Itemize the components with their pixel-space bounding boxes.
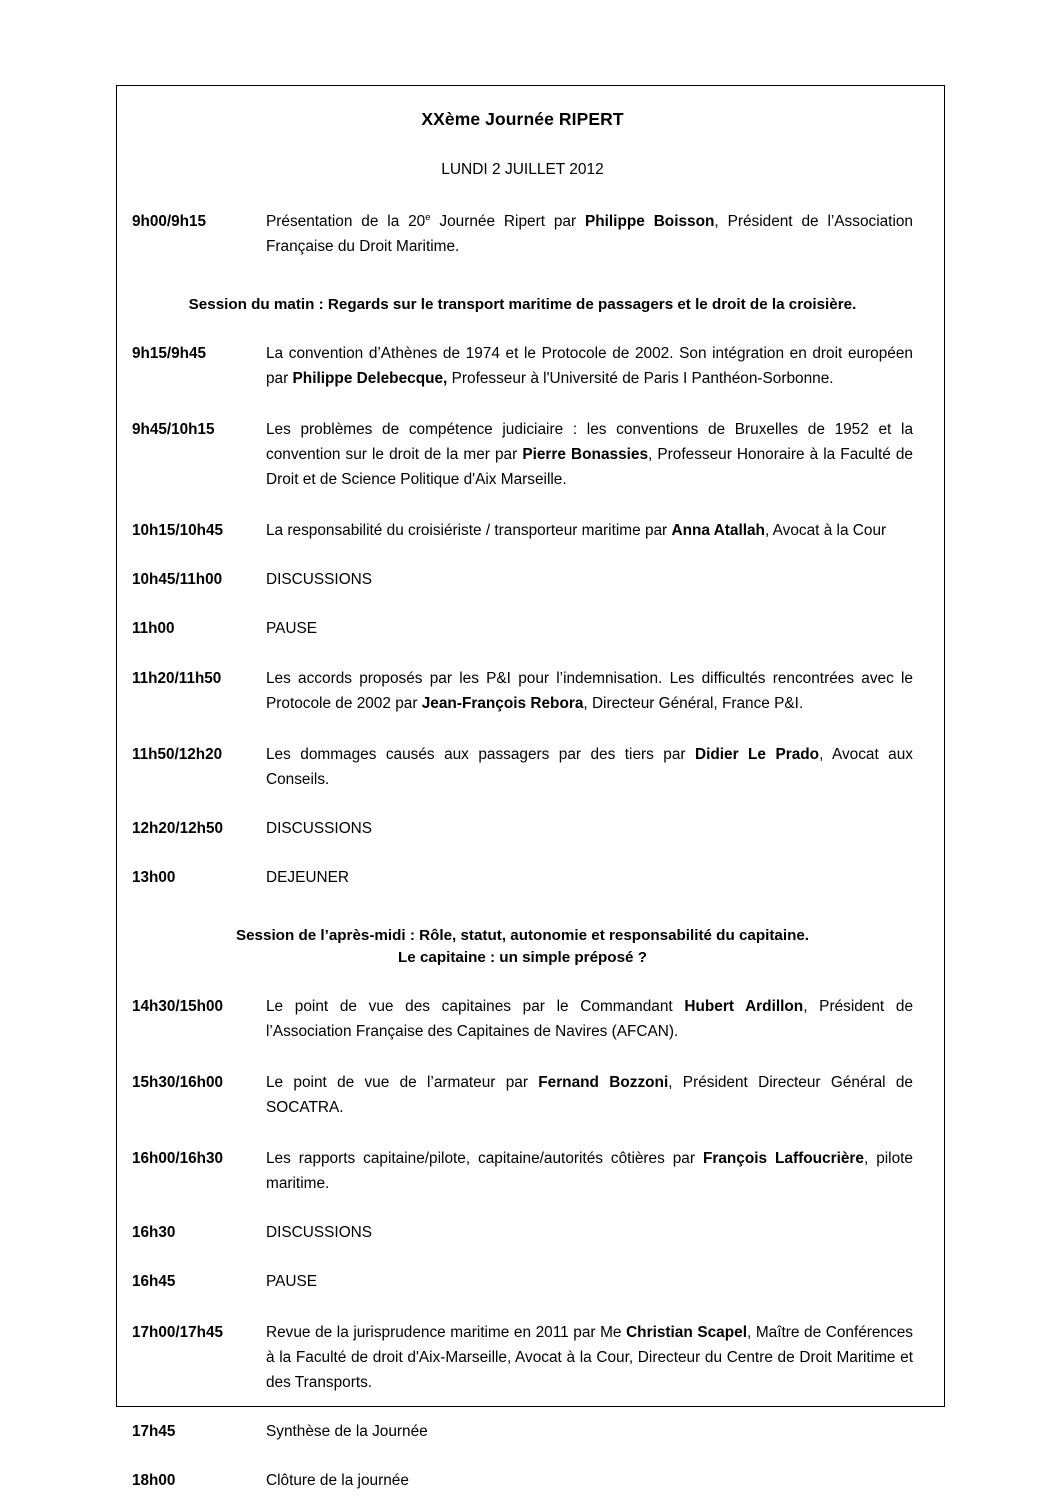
schedule-time: 18h00 [132, 1471, 176, 1489]
schedule-description: DISCUSSIONS [266, 1223, 373, 1241]
desc-text-segment: , Président de l’Association Française du Droit Maritime. [266, 212, 913, 255]
schedule-row [132, 1321, 913, 1396]
schedule-description [266, 418, 913, 493]
speaker-name: Christian Scapel [626, 1323, 747, 1341]
schedule-description: PAUSE [266, 1272, 318, 1290]
schedule-row [132, 1071, 913, 1121]
desc-text-segment: Les rapports capitaine/pilote, capitaine/autorités côtières par [266, 1150, 703, 1168]
schedule-description [266, 667, 913, 717]
desc-text-segment: Les accords proposés par les P&I pour l’indemnisation. Les difficultés rencontrées avec le Protocole de 2002 par [266, 670, 913, 713]
desc-text-segment: La responsabilité du croisiériste / transporteur maritime par [266, 521, 672, 539]
schedule-description: DISCUSSIONS [266, 570, 373, 588]
schedule-row [132, 667, 913, 717]
page-title: XXème Journée RIPERT [421, 109, 624, 129]
schedule-row [132, 817, 913, 842]
speaker-name: Hubert Ardillon [684, 998, 804, 1016]
schedule-description [266, 995, 913, 1045]
schedule-description: Clôture de la journée [266, 1471, 409, 1489]
afternoon-heading-line2: Le capitaine : un simple préposé ? [398, 949, 647, 967]
schedule-time: 17h45 [132, 1422, 176, 1440]
schedule-row [132, 1420, 913, 1445]
desc-text-segment: , Président de l’Association Française des Capitaines de Navires (AFCAN). [266, 998, 914, 1041]
schedule-time: 11h50/12h20 [132, 746, 223, 764]
schedule-time: 12h20/12h50 [132, 820, 223, 838]
schedule-row [132, 617, 913, 642]
desc-text-segment: Journée Ripert par [430, 212, 585, 230]
schedule-description [266, 1147, 913, 1197]
schedule-time: 9h15/9h45 [132, 344, 206, 362]
schedule-row [132, 1270, 913, 1295]
speaker-name: Anna Atallah [671, 521, 765, 539]
desc-text-segment: La convention d’Athènes de 1974 et le Protocole de 2002. Son intégration en droit européen par [266, 344, 913, 387]
schedule-row [132, 418, 913, 493]
desc-text-segment: , Professeur Honoraire à la Faculté de Droit et de Science Politique d'Aix Marseille. [266, 445, 913, 488]
schedule-description: Synthèse de la Journée [266, 1422, 428, 1440]
desc-text-segment: Revue de la jurisprudence maritime en 2011 par Me [266, 1323, 627, 1341]
content-frame [116, 85, 945, 1489]
schedule-row [132, 519, 913, 544]
event-date: LUNDI 2 JUILLET 2012 [441, 160, 604, 178]
schedule-time: 17h00/17h45 [132, 1323, 223, 1341]
content-inner [117, 86, 944, 1494]
schedule-description [266, 1321, 913, 1396]
schedule-row [132, 743, 913, 793]
morning-session-heading: Session du matin : Regards sur le transport maritime de passagers et le droit de la croisière. [188, 295, 857, 313]
schedule-time: 16h30 [132, 1223, 176, 1241]
desc-text-segment: Les dommages causés aux passagers par des tiers par [266, 746, 695, 764]
schedule-row [132, 342, 913, 392]
schedule-time: 16h45 [132, 1272, 176, 1290]
schedule-row [132, 568, 913, 593]
schedule-description: DISCUSSIONS [266, 820, 373, 838]
schedule-description [266, 210, 913, 260]
schedule-description [266, 743, 913, 793]
schedule-row [132, 1469, 913, 1494]
schedule-time: 9h00/9h15 [132, 212, 206, 230]
schedule-row [132, 995, 913, 1045]
schedule-description [266, 342, 913, 392]
desc-text-segment: Le point de vue de l’armateur par [266, 1074, 539, 1092]
schedule-row [132, 866, 913, 891]
ordinal-superscript: e [425, 211, 431, 223]
speaker-name: Jean-François Rebora [421, 695, 584, 713]
desc-text-segment: Professeur à l'Université de Paris I Panthéon-Sorbonne. [447, 369, 834, 387]
schedule-time: 16h00/16h30 [132, 1150, 223, 1168]
schedule-time: 15h30/16h00 [132, 1074, 223, 1092]
speaker-name: Didier Le Prado [694, 746, 820, 764]
speaker-name: Philippe Delebecque, [292, 369, 448, 387]
speaker-name: Pierre Bonassies [522, 445, 649, 463]
desc-text-segment: , Directeur Général, France P&I. [583, 695, 804, 713]
speaker-name: Fernand Bozzoni [538, 1074, 669, 1092]
schedule-description: DEJEUNER [266, 869, 349, 887]
schedule-row [132, 210, 913, 260]
desc-text-segment: Le point de vue des capitaines par le Commandant [266, 998, 685, 1016]
schedule-description [266, 519, 913, 544]
schedule-row [132, 1221, 913, 1246]
schedule-time: 9h45/10h15 [132, 420, 215, 438]
schedule-time: 14h30/15h00 [132, 998, 223, 1016]
schedule-row [132, 1147, 913, 1197]
desc-text-segment: Présentation de la 20 [266, 212, 426, 230]
speaker-name: François Laffoucrière [702, 1150, 864, 1168]
desc-text-segment: , pilote maritime. [266, 1150, 913, 1192]
desc-text-segment: , Avocat aux Conseils. [266, 746, 913, 789]
schedule-description [266, 1071, 913, 1121]
desc-text-segment: , Avocat à la Cour [764, 521, 887, 539]
schedule-description: PAUSE [266, 619, 318, 637]
afternoon-session-heading [132, 925, 913, 969]
desc-text-segment: , Maître de Conférences à la Faculté de droit d'Aix-Marseille, Avocat à la Cour, Directeur du Centre de Droit Maritime et des Transports. [266, 1323, 913, 1391]
schedule-time: 11h00 [132, 619, 175, 637]
afternoon-heading-line1: Session de l’après-midi : Rôle, statut, autonomie et responsabilité du capitaine. [235, 927, 810, 945]
schedule-time: 10h45/11h00 [132, 570, 223, 588]
schedule-time: 11h20/11h50 [132, 670, 222, 688]
schedule-time: 10h15/10h45 [132, 521, 223, 539]
desc-text-segment: Les problèmes de compétence judiciaire : les conventions de Bruxelles de 1952 et la convention sur le droit de la mer par [266, 420, 913, 463]
speaker-name: Philippe Boisson [584, 212, 715, 230]
desc-text-segment: , Président Directeur Général de SOCATRA. [266, 1074, 913, 1117]
schedule-time: 13h00 [132, 869, 176, 887]
